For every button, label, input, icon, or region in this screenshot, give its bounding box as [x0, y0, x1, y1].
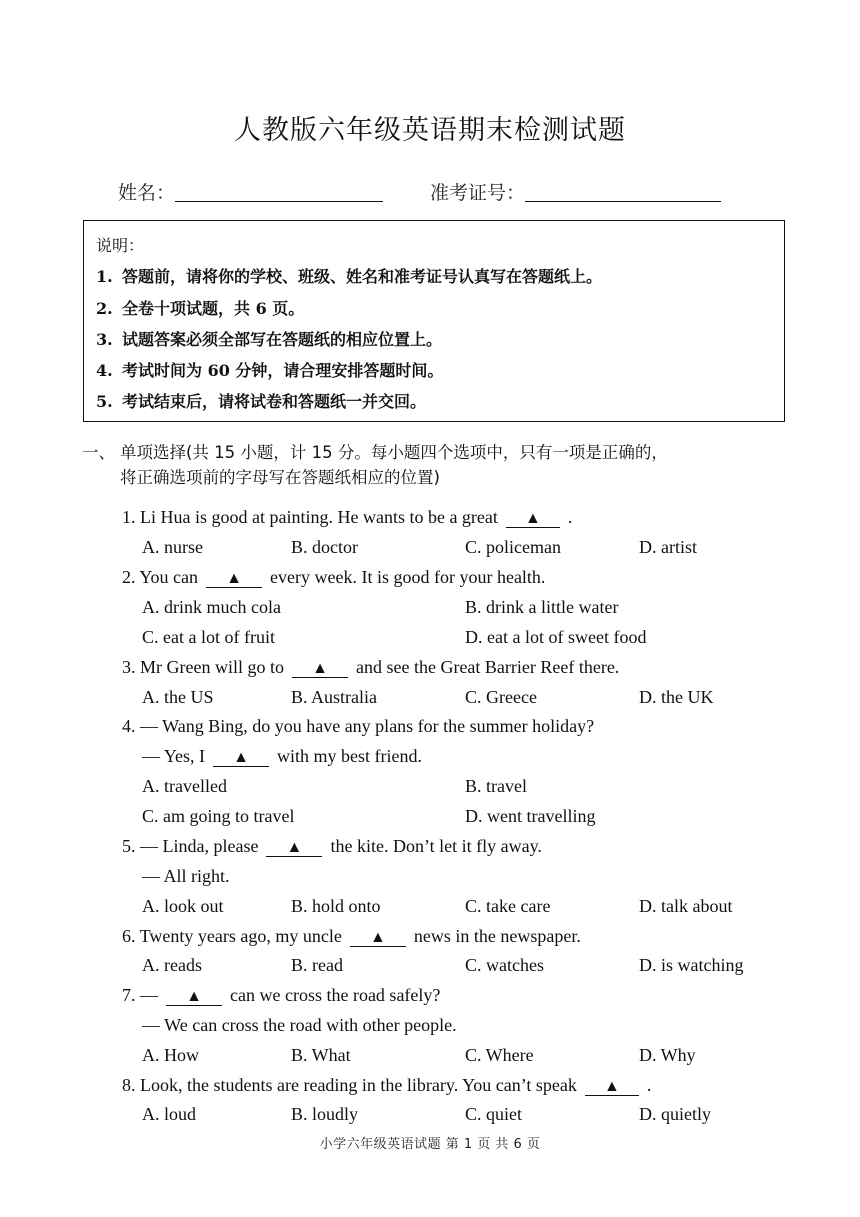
option-c: C. policeman [465, 537, 561, 557]
option-c: C. Greece [465, 687, 537, 707]
option-c: C. quiet [465, 1104, 522, 1124]
option-c: C. am going to travel [142, 806, 295, 826]
option-a: A. reads [142, 955, 202, 975]
option-d: D. eat a lot of sweet food [465, 627, 647, 647]
answer-blank: ▲ [206, 570, 262, 588]
option-a: A. nurse [142, 537, 203, 557]
instruction-item: 4. 考试时间为 60 分钟，请合理安排答题时间。 [96, 361, 444, 380]
exam-id-field [430, 178, 721, 205]
answer-blank: ▲ [506, 510, 560, 528]
question-7: 7. — ▲ can we cross the road safely? [122, 985, 441, 1005]
answer-blank: ▲ [213, 749, 269, 767]
answer-blank: ▲ [350, 929, 406, 947]
answer-blank: ▲ [585, 1078, 639, 1096]
option-c: C. take care [465, 896, 551, 916]
section-number: 一、 [82, 443, 115, 462]
option-a: A. How [142, 1045, 199, 1065]
option-d: D. the UK [639, 687, 714, 707]
option-d: D. talk about [639, 896, 733, 916]
instruction-item: 3. 试题答案必须全部写在答题纸的相应位置上。 [96, 330, 443, 349]
instructions-box [83, 220, 785, 422]
question-5: 5. — Linda, please ▲ the kite. Don’t let it fly away. [122, 836, 542, 856]
option-b: B. travel [465, 776, 527, 796]
question-1: 1. Li Hua is good at painting. He wants to be a great ▲ . [122, 507, 573, 527]
option-a: A. the US [142, 687, 214, 707]
option-c: C. Where [465, 1045, 534, 1065]
question-7-response: — We can cross the road with other people. [142, 1015, 457, 1035]
option-b: B. What [291, 1045, 351, 1065]
name-blank-line [175, 183, 383, 202]
instruction-item: 1. 答题前，请将你的学校、班级、姓名和准考证号认真写在答题纸上。 [96, 267, 603, 286]
question-5-response: — All right. [142, 866, 230, 886]
option-c: C. watches [465, 955, 544, 975]
option-b: B. read [291, 955, 343, 975]
page-title: 人教版六年级英语期末检测试题 [234, 115, 626, 146]
question-6: 6. Twenty years ago, my uncle ▲ news in the newspaper. [122, 926, 581, 946]
exam-id-blank-line [525, 183, 721, 202]
option-d: D. quietly [639, 1104, 711, 1124]
name-label: 姓名： [118, 182, 176, 204]
option-b: B. hold onto [291, 896, 381, 916]
option-b: B. loudly [291, 1104, 359, 1124]
instructions-heading: 说明： [96, 236, 145, 255]
instruction-item: 2. 全卷十项试题，共 6 页。 [96, 299, 305, 318]
option-a: A. loud [142, 1104, 196, 1124]
option-a: A. travelled [142, 776, 227, 796]
option-a: A. look out [142, 896, 224, 916]
option-b: B. drink a little water [465, 597, 619, 617]
exam-id-label: 准考证号： [430, 182, 526, 204]
question-4-response: — Yes, I ▲ with my best friend. [142, 746, 423, 766]
question-2: 2. You can ▲ every week. It is good for your health. [122, 567, 546, 587]
answer-blank: ▲ [166, 988, 222, 1006]
name-field [118, 178, 383, 205]
option-d: D. is watching [639, 955, 744, 975]
question-3: 3. Mr Green will go to ▲ and see the Great Barrier Reef there. [122, 657, 620, 677]
page-footer: 小学六年级英语试题 第 1 页 共 6 页 [319, 1137, 541, 1152]
question-4: 4. — Wang Bing, do you have any plans for the summer holiday? [122, 716, 595, 736]
instruction-item: 5. 考试结束后，请将试卷和答题纸一并交回。 [96, 392, 427, 411]
answer-blank: ▲ [266, 839, 322, 857]
option-d: D. Why [639, 1045, 696, 1065]
option-d: D. went travelling [465, 806, 596, 826]
option-b: B. Australia [291, 687, 377, 707]
section-description: 单项选择(共 15 小题，计 15 分。每小题四个选项中，只有一项是正确的， 将正确选项前的字母写在答题纸相应的位置) [120, 443, 668, 487]
option-a: A. drink much cola [142, 597, 281, 617]
answer-blank: ▲ [292, 660, 348, 678]
option-b: B. doctor [291, 537, 358, 557]
question-8: 8. Look, the students are reading in the library. You can’t speak ▲ . [122, 1075, 652, 1095]
option-c: C. eat a lot of fruit [142, 627, 275, 647]
option-d: D. artist [639, 537, 697, 557]
